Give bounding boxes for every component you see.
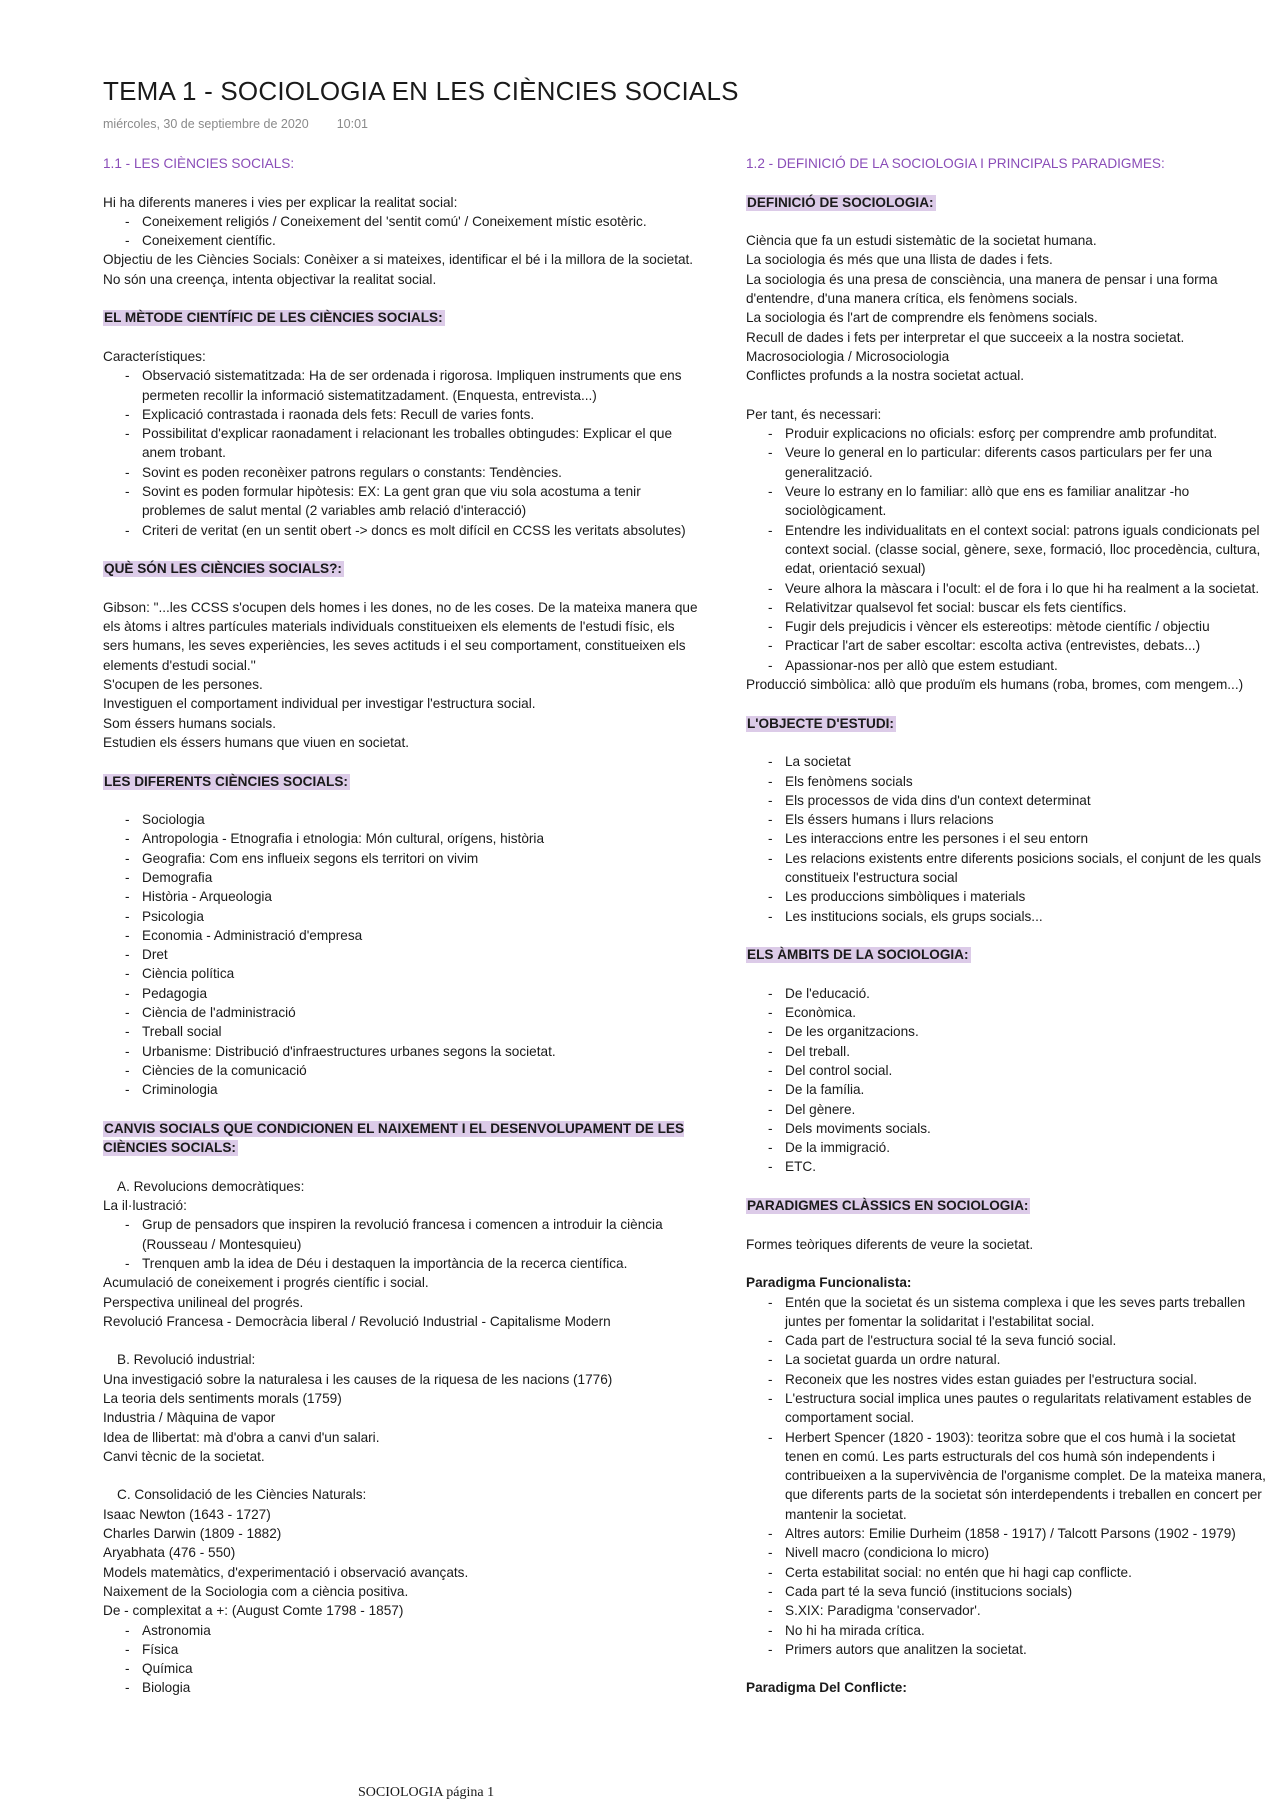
heading-object-of-study: L'OBJECTE D'ESTUDI: [747, 715, 894, 731]
list-item: - Entén que la societat és un sistema complexa i que les seves parts treballen juntes per fomentar la solidaritat i l'estabilitat social. [746, 1293, 1266, 1332]
list-item: - Veure lo general en lo particular: diferents casos particulars per fer una generalització. [746, 443, 1266, 482]
list-item: - No hi ha mirada crítica. [746, 1621, 1266, 1640]
list-item: - Treball social [103, 1022, 703, 1041]
paragraph: Estudien els éssers humans que viuen en societat. [103, 734, 410, 750]
time-text: 10:01 [336, 117, 368, 131]
list-item: - Les institucions socials, els grups socials... [746, 907, 1266, 926]
paragraph: Perspectiva unilineal del progrés. [103, 1294, 304, 1310]
left-column [103, 154, 703, 1698]
section-title-1-2: 1.2 - DEFINICIÓ DE LA SOCIOLOGIA I PRINCIPALS PARADIGMES: [746, 156, 1165, 171]
list-item: - Les relacions existents entre diferents posicions socials, el conjunt de les quals constitueix l'estructura social [746, 849, 1266, 888]
list-item: - Del control social. [746, 1061, 1266, 1080]
list-item: - Observació sistematitzada: Ha de ser ordenada i rigorosa. Impliquen instruments que ens permeten recollir la informació sistematitzadament. (Enquesta, entrevista...) [103, 366, 703, 405]
list-item: - Altres autors: Emilie Durheim (1858 - 1917) / Talcott Parsons (1902 - 1979) [746, 1524, 1266, 1543]
list-item: - Nivell macro (condiciona lo micro) [746, 1543, 1266, 1562]
paragraph: S'ocupen de les persones. [103, 677, 263, 693]
paragraph: Idea de llibertat: mà d'obra a canvi d'un salari. [103, 1429, 380, 1445]
list-item: - Trenquen amb la idea de Déu i destaquen la importància de la recerca científica. [103, 1254, 703, 1273]
list-item: - Cada part de l'estructura social té la seva funció social. [746, 1331, 1266, 1350]
list-item: - De la immigració. [746, 1138, 1266, 1157]
paragraph: Naixement de la Sociologia com a ciència positiva. [103, 1583, 409, 1599]
paragraph: Investiguen el comportament individual per investigar l'estructura social. [103, 696, 536, 712]
list-item: - Ciència de l'administració [103, 1003, 703, 1022]
heading-what-are: QUÈ SÓN LES CIÈNCIES SOCIALS?: [104, 561, 342, 577]
areas-list [746, 984, 1266, 1177]
list-item: - Veure lo estrany en lo familiar: allò que ens es familiar analitzar -ho sociològicament. [746, 482, 1266, 521]
paragraph: Isaac Newton (1643 - 1727) [103, 1506, 271, 1522]
list-item: - Coneixement religiós / Coneixement del 'sentit comú' / Coneixement místic esotèric. [103, 212, 703, 231]
paragraph: Conflictes profunds a la nostra societat actual. [746, 368, 1025, 384]
paragraph: La sociologia és més que una llista de dades i fets. [746, 252, 1053, 268]
list-item: - Econòmica. [746, 1003, 1266, 1022]
list-item: - Relativitzar qualsevol fet social: buscar els fets científics. [746, 598, 1266, 617]
paragraph: La il·lustració: [103, 1198, 187, 1214]
paragraph: Una investigació sobre la naturalesa i les causes de la riquesa de les nacions (1776) [103, 1371, 613, 1387]
list-item: - Grup de pensadors que inspiren la revolució francesa i comencen a introduir la ciència (Rousseau / Montesquieu) [103, 1215, 703, 1254]
list-item: - De l'educació. [746, 984, 1266, 1003]
characteristics-label: Característiques: [103, 348, 206, 364]
list-item: - Veure alhora la màscara i l'ocult: el de fora i lo que hi ha realment a la societat. [746, 579, 1266, 598]
heading-different-sciences: LES DIFERENTS CIÈNCIES SOCIALS: [104, 773, 348, 789]
paragraph: Aryabhata (476 - 550) [103, 1545, 236, 1561]
list-item: - ETC. [746, 1157, 1266, 1176]
right-column [746, 154, 1266, 1698]
subsection-a: A. Revolucions democràtiques: [117, 1178, 305, 1194]
list-item: - Apassionar-nos per allò que estem estudiant. [746, 656, 1266, 675]
object-list [746, 752, 1266, 926]
paragraph: Acumulació de coneixement i progrés científic i social. [103, 1275, 429, 1291]
list-item: - Entendre les individualitats en el context social: patrons iguals condicionats pel context social. (classe social, gènere, sexe, formació, lloc procedència, cultura, edat, orientació sexual) [746, 521, 1266, 579]
natural-sciences-list [103, 1621, 703, 1698]
list-item: - Dels moviments socials. [746, 1119, 1266, 1138]
paragraph: Ciència que fa un estudi sistemàtic de la societat humana. [746, 233, 1097, 249]
paragraph: Macrosociologia / Microsociologia [746, 348, 950, 364]
paragraph: Models matemàtics, d'experimentació i observació avançats. [103, 1564, 469, 1580]
list-item: - L'estructura social implica unes pautes o regularitats relativament estables de comportament social. [746, 1389, 1266, 1428]
list-item: - Fugir dels prejudicis i vèncer els estereotips: mètode científic / objectiu [746, 617, 1266, 636]
list-item: - Els processos de vida dins d'un context determinat [746, 791, 1266, 810]
list-item: - Història - Arqueologia [103, 887, 703, 906]
list-item: - Biologia [103, 1678, 703, 1697]
list-item: - Sovint es poden formular hipòtesis: EX: La gent gran que viu sola acostuma a tenir problemes de salut mental (2 variables amb relació d'interacció) [103, 482, 703, 521]
list-item: - Els éssers humans i llurs relacions [746, 810, 1266, 829]
functionalist-title: Paradigma Funcionalista: [746, 1275, 912, 1291]
list-item: - Criteri de veritat (en un sentit obert -> doncs es molt difícil en CCSS les veritats absolutes) [103, 521, 703, 540]
paragraph: La sociologia és l'art de comprendre els fenòmens socials. [746, 310, 1098, 326]
list-item: - Primers autors que analitzen la societat. [746, 1640, 1266, 1659]
gibson-quote: Gibson: "...les CCSS s'ocupen dels homes i les dones, no de les coses. De la mateixa manera que els àtoms i altres partícules materials individuals constitueixen els elements de l'estudi físic, els sers humans, les seves experiències, les seves actituds i el seu comportament, constitueixen els elements d'estudi social.'' [103, 599, 698, 673]
paragraph: No són una creença, intenta objectivar la realitat social. [103, 271, 437, 287]
paragraph: La sociologia és una presa de consciència, una manera de pensar i una forma d'entendre, d'una manera crítica, els fenòmens socials. [746, 271, 1218, 307]
list-item: - Del gènere. [746, 1100, 1266, 1119]
section-title-1-1: 1.1 - LES CIÈNCIES SOCIALS: [103, 156, 295, 171]
intro-text: Hi ha diferents maneres i vies per explicar la realitat social: [103, 194, 458, 210]
list-item: - Demografia [103, 868, 703, 887]
heading-scientific-method: EL MÈTODE CIENTÍFIC DE LES CIÈNCIES SOCIALS: [104, 310, 443, 326]
list-item: - La societat [746, 752, 1266, 771]
list-item: - La societat guarda un ordre natural. [746, 1350, 1266, 1369]
list-item: - Les produccions simbòliques i materials [746, 887, 1266, 906]
list-item: - Economia - Administració d'empresa [103, 926, 703, 945]
list-item: - Certa estabilitat social: no entén que hi hagi cap conflicte. [746, 1563, 1266, 1582]
heading-paradigms: PARADIGMES CLÀSSICS EN SOCIOLOGIA: [747, 1198, 1029, 1214]
paragraph: De - complexitat a +: (August Comte 1798 - 1857) [103, 1603, 404, 1619]
list-item: - Sociologia [103, 810, 703, 829]
list-item: - Física [103, 1640, 703, 1659]
list-item: - Reconeix que les nostres vides estan guiades per l'estructura social. [746, 1370, 1266, 1389]
list-item: - Practicar l'art de saber escoltar: escolta activa (entrevistes, debats...) [746, 636, 1266, 655]
list-item: - Dret [103, 945, 703, 964]
list-item: - De les organitzacions. [746, 1022, 1266, 1041]
paragraph: Producció simbòlica: allò que produïm els humans (roba, bromes, com mengem...) [746, 677, 1244, 693]
subsection-c: C. Consolidació de les Ciències Naturals: [117, 1487, 367, 1503]
page-title: TEMA 1 - SOCIOLOGIA EN LES CIÈNCIES SOCIALS [103, 76, 739, 106]
necessary-list [746, 424, 1266, 675]
list-item: - Herbert Spencer (1820 - 1903): teoritza sobre que el cos humà i la societat tenen en comú. Les parts estructurals del cos humà són independents i contribueixen a la supervivència de l'organisme complet. De la mateixa manera, que diferents parts de la societat són interdependents i treballen en concert per mantenir la societat. [746, 1428, 1266, 1524]
objective-text: Objectiu de les Ciències Socials: Conèixer a si mateixes, identificar el bé i la millora de la societat. [103, 252, 694, 268]
list-item: - Les interaccions entre les persones i el seu entorn [746, 829, 1266, 848]
list-item: - De la família. [746, 1080, 1266, 1099]
list-item: - Geografia: Com ens influeix segons els territori on vivim [103, 849, 703, 868]
intro-list [103, 212, 703, 251]
list-item: - Ciències de la comunicació [103, 1061, 703, 1080]
paragraph: Revolució Francesa - Democràcia liberal / Revolució Industrial - Capitalisme Modern [103, 1313, 611, 1329]
date-text: miércoles, 30 de septiembre de 2020 [103, 117, 309, 131]
list-item: - Del treball. [746, 1042, 1266, 1061]
list-item: - Química [103, 1659, 703, 1678]
paragraph: Recull de dades i fets per interpretar el que succeeix a la nostra societat. [746, 329, 1185, 345]
heading-areas: ELS ÀMBITS DE LA SOCIOLOGIA: [747, 947, 969, 963]
sciences-list [103, 810, 703, 1099]
paragraph: Charles Darwin (1809 - 1882) [103, 1526, 282, 1542]
list-item: - Antropologia - Etnografia i etnologia: Món cultural, orígens, història [103, 829, 703, 848]
paragraph: Industria / Màquina de vapor [103, 1410, 276, 1426]
paragraph: Per tant, és necessari: [746, 406, 882, 422]
list-item: - S.XIX: Paradigma 'conservador'. [746, 1601, 1266, 1620]
enlightenment-list [103, 1215, 703, 1273]
list-item: - Ciència política [103, 964, 703, 983]
list-item: - Urbanisme: Distribució d'infraestructures urbanes segons la societat. [103, 1042, 703, 1061]
list-item: - Possibilitat d'explicar raonadament i relacionant les troballes obtingudes: Explicar el que anem trobant. [103, 424, 703, 463]
paragraph: Canvi tècnic de la societat. [103, 1448, 265, 1464]
paragraph: Formes teòriques diferents de veure la societat. [746, 1236, 1034, 1252]
list-item: - Produir explicacions no oficials: esforç per comprendre amb profunditat. [746, 424, 1266, 443]
list-item: - Cada part té la seva funció (institucions socials) [746, 1582, 1266, 1601]
list-item: - Criminologia [103, 1080, 703, 1099]
heading-social-changes: CANVIS SOCIALS QUE CONDICIONEN EL NAIXEMENT I EL DESENVOLUPAMENT DE LES CIÈNCIES SOCIALS: [103, 1120, 685, 1156]
paragraph: La teoria dels sentiments morals (1759) [103, 1391, 342, 1406]
functionalist-list [746, 1293, 1266, 1660]
list-item: - Coneixement científic. [103, 231, 703, 250]
page-footer: SOCIOLOGIA página 1 [358, 1785, 495, 1800]
timestamp [103, 117, 368, 131]
list-item: - Explicació contrastada i raonada dels fets: Recull de varies fonts. [103, 405, 703, 424]
heading-definition: DEFINICIÓ DE SOCIOLOGIA: [747, 194, 934, 210]
list-item: - Sovint es poden reconèixer patrons regulars o constants: Tendències. [103, 463, 703, 482]
list-item: - Pedagogia [103, 984, 703, 1003]
list-item: - Els fenòmens socials [746, 772, 1266, 791]
subsection-b: B. Revolució industrial: [117, 1352, 256, 1368]
list-item: - Astronomia [103, 1621, 703, 1640]
characteristics-list [103, 366, 703, 540]
paragraph: Som éssers humans socials. [103, 715, 277, 731]
conflict-title: Paradigma Del Conflicte: [746, 1680, 907, 1696]
list-item: - Psicologia [103, 907, 703, 926]
